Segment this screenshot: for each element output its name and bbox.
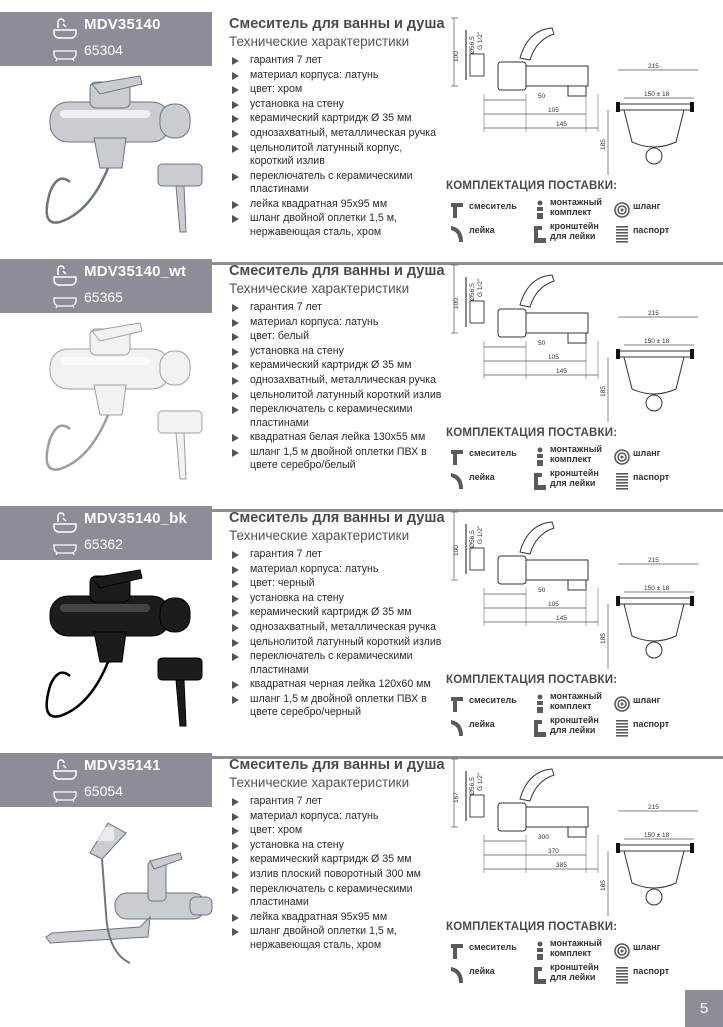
product-subtitle: Технические характеристики: [229, 34, 410, 49]
kit-item-label: смеситель: [469, 695, 517, 705]
dimension-thread: G 1/2": [477, 278, 484, 297]
kit-list: [449, 939, 709, 989]
spec-item: гарантия 7 лет: [230, 54, 448, 67]
dimension-c: 385: [556, 862, 567, 869]
product-code: 65362: [84, 536, 123, 552]
dimension-thread: G 1/2": [477, 772, 484, 791]
product-model: MDV35140_wt: [84, 263, 187, 280]
spec-item: гарантия 7 лет: [230, 795, 448, 808]
spec-item: однозахватный, металлическая ручка: [230, 621, 448, 634]
spec-item: цельнолитой латунный короткий излив: [230, 636, 448, 649]
spec-list: [230, 54, 448, 240]
spec-item: керамический картридж Ø 35 мм: [230, 359, 448, 372]
bathtub-icon: [52, 787, 78, 803]
product-section: [0, 741, 723, 989]
dimension-spacing: 150 ± 18: [644, 585, 670, 592]
spec-list: [230, 548, 448, 721]
bathtub-icon: [52, 512, 78, 534]
spec-item: цельнолитой латунный корпус, короткий излив: [230, 142, 448, 169]
technical-drawing: [448, 257, 700, 427]
kit-item-label: паспорт: [633, 719, 670, 729]
spec-item: лейка квадратная 95х95 мм: [230, 911, 448, 924]
dimension-height: 100: [453, 51, 460, 62]
dimension-diameter: Ø56,5: [469, 777, 476, 795]
dimension-vertical: 185: [600, 880, 607, 891]
spec-item: установка на стену: [230, 345, 448, 358]
technical-drawing: [448, 751, 700, 921]
spec-item: переключатель с керамическими пластинами: [230, 650, 448, 677]
product-title: Смеситель для ванны и душа: [229, 757, 445, 773]
dimension-a: 50: [538, 93, 546, 100]
product-photo: [30, 319, 220, 489]
kit-item-label: шланг: [633, 695, 661, 705]
kit-item-label: смеситель: [469, 201, 517, 211]
product-model: MDV35140: [84, 16, 161, 33]
kit-item-label: шланг: [633, 448, 661, 458]
kit-title: КОМПЛЕКТАЦИЯ ПОСТАВКИ:: [446, 674, 618, 686]
spec-item: материал корпуса: латунь: [230, 69, 448, 82]
spec-list: [230, 301, 448, 474]
kit-item-label: кронштейн для лейки: [550, 962, 599, 982]
kit-item-label: паспорт: [633, 225, 670, 235]
bathtub-icon: [52, 540, 78, 556]
dimension-thread: G 1/2": [477, 31, 484, 50]
spec-item: гарантия 7 лет: [230, 548, 448, 561]
spec-list: [230, 795, 448, 953]
spec-item: шланг двойной оплетки 1,5 м, нержавеющая сталь, хром: [230, 212, 448, 239]
kit-item-label: кронштейн для лейки: [550, 221, 599, 241]
dimension-b: 105: [548, 354, 559, 361]
kit-list: [449, 198, 709, 248]
spec-item: материал корпуса: латунь: [230, 810, 448, 823]
product-section: [0, 494, 723, 742]
product-subtitle: Технические характеристики: [229, 528, 410, 543]
dimension-b: 105: [548, 107, 559, 114]
bathtub-icon: [52, 293, 78, 309]
spec-item: цвет: белый: [230, 330, 448, 343]
kit-item-label: паспорт: [633, 966, 670, 976]
spec-item: цвет: черный: [230, 577, 448, 590]
product-tag: [0, 506, 212, 560]
dimension-diameter: Ø56,5: [469, 283, 476, 301]
spec-item: переключатель с керамическими пластинами: [230, 883, 448, 910]
kit-item-label: лейка: [469, 225, 495, 235]
product-code: 65365: [84, 289, 123, 305]
dimension-spacing: 150 ± 18: [644, 91, 670, 98]
product-title: Смеситель для ванны и душа: [229, 510, 445, 526]
dimension-spacing: 150 ± 18: [644, 832, 670, 839]
kit-title: КОМПЛЕКТАЦИЯ ПОСТАВКИ:: [446, 921, 618, 933]
dimension-b: 105: [548, 601, 559, 608]
spec-item: установка на стену: [230, 839, 448, 852]
dimension-height: 100: [453, 298, 460, 309]
product-subtitle: Технические характеристики: [229, 775, 410, 790]
kit-item-label: кронштейн для лейки: [550, 715, 599, 735]
product-photo: [30, 566, 220, 736]
spec-item: керамический картридж Ø 35 мм: [230, 112, 448, 125]
kit-item-label: монтажный комплект: [550, 691, 602, 711]
dimension-width: 215: [648, 63, 659, 70]
product-section: [0, 0, 723, 248]
spec-item: квадратная белая лейка 130х55 мм: [230, 431, 448, 444]
spec-item: излив плоский поворотный 300 мм: [230, 868, 448, 881]
kit-item-label: смеситель: [469, 448, 517, 458]
spec-item: материал корпуса: латунь: [230, 563, 448, 576]
dimension-width: 215: [648, 310, 659, 317]
kit-item-label: шланг: [633, 201, 661, 211]
product-tag: [0, 753, 212, 807]
product-photo: [30, 813, 220, 983]
product-subtitle: Технические характеристики: [229, 281, 410, 296]
kit-item-label: лейка: [469, 719, 495, 729]
product-tag: [0, 259, 212, 313]
kit-item-label: кронштейн для лейки: [550, 468, 599, 488]
bathtub-icon: [52, 759, 78, 781]
spec-item: квадратная черная лейка 120х60 мм: [230, 678, 448, 691]
spec-item: лейка квадратная 95х95 мм: [230, 198, 448, 211]
technical-drawing: [448, 504, 700, 674]
dimension-b: 370: [548, 848, 559, 855]
bathtub-icon: [52, 46, 78, 62]
dimension-width: 215: [648, 804, 659, 811]
product-code: 65054: [84, 783, 123, 799]
spec-item: цвет: хром: [230, 824, 448, 837]
dimension-height: 100: [453, 545, 460, 556]
spec-item: гарантия 7 лет: [230, 301, 448, 314]
product-code: 65304: [84, 42, 123, 58]
dimension-a: 300: [538, 834, 549, 841]
kit-title: КОМПЛЕКТАЦИЯ ПОСТАВКИ:: [446, 427, 618, 439]
kit-item-label: лейка: [469, 472, 495, 482]
dimension-c: 145: [556, 121, 567, 128]
bathtub-icon: [52, 18, 78, 40]
dimension-c: 145: [556, 368, 567, 375]
dimension-diameter: Ø56,5: [469, 530, 476, 548]
spec-item: шланг 1,5 м двойной оплетки ПВХ в цвете серебро/черный: [230, 693, 448, 720]
dimension-diameter: Ø56,5: [469, 36, 476, 54]
dimension-vertical: 185: [600, 633, 607, 644]
spec-item: переключатель с керамическими пластинами: [230, 403, 448, 430]
kit-item-label: лейка: [469, 966, 495, 976]
product-model: MDV35141: [84, 757, 161, 774]
spec-item: шланг 1,5 м двойной оплетки ПВХ в цвете серебро/белый: [230, 446, 448, 473]
product-title: Смеситель для ванны и душа: [229, 16, 445, 32]
spec-item: переключатель с керамическими пластинами: [230, 170, 448, 197]
spec-item: цельнолитой латунный короткий излив: [230, 389, 448, 402]
dimension-c: 145: [556, 615, 567, 622]
spec-item: установка на стену: [230, 592, 448, 605]
kit-item-label: монтажный комплект: [550, 197, 602, 217]
dimension-a: 50: [538, 340, 546, 347]
product-model: MDV35140_bk: [84, 510, 188, 527]
kit-list: [449, 445, 709, 495]
kit-item-label: монтажный комплект: [550, 444, 602, 464]
product-section: [0, 247, 723, 495]
spec-item: шланг двойной оплетки 1,5 м, нержавеющая сталь, хром: [230, 925, 448, 952]
bathtub-icon: [52, 265, 78, 287]
spec-item: установка на стену: [230, 98, 448, 111]
kit-list: [449, 692, 709, 742]
spec-item: материал корпуса: латунь: [230, 316, 448, 329]
spec-item: однозахватный, металлическая ручка: [230, 374, 448, 387]
dimension-spacing: 150 ± 18: [644, 338, 670, 345]
product-title: Смеситель для ванны и душа: [229, 263, 445, 279]
kit-item-label: монтажный комплект: [550, 938, 602, 958]
technical-drawing: [448, 10, 700, 180]
dimension-height: 167: [453, 792, 460, 803]
spec-item: цвет: хром: [230, 83, 448, 96]
dimension-width: 215: [648, 557, 659, 564]
page-number: 5: [685, 990, 723, 1027]
kit-item-label: шланг: [633, 942, 661, 952]
dimension-thread: G 1/2": [477, 525, 484, 544]
product-tag: [0, 12, 212, 66]
kit-item-label: смеситель: [469, 942, 517, 952]
spec-item: керамический картридж Ø 35 мм: [230, 606, 448, 619]
dimension-vertical: 185: [600, 386, 607, 397]
spec-item: керамический картридж Ø 35 мм: [230, 853, 448, 866]
dimension-a: 50: [538, 587, 546, 594]
dimension-vertical: 185: [600, 139, 607, 150]
spec-item: однозахватный, металлическая ручка: [230, 127, 448, 140]
product-photo: [30, 72, 220, 242]
kit-item-label: паспорт: [633, 472, 670, 482]
kit-title: КОМПЛЕКТАЦИЯ ПОСТАВКИ:: [446, 180, 618, 192]
